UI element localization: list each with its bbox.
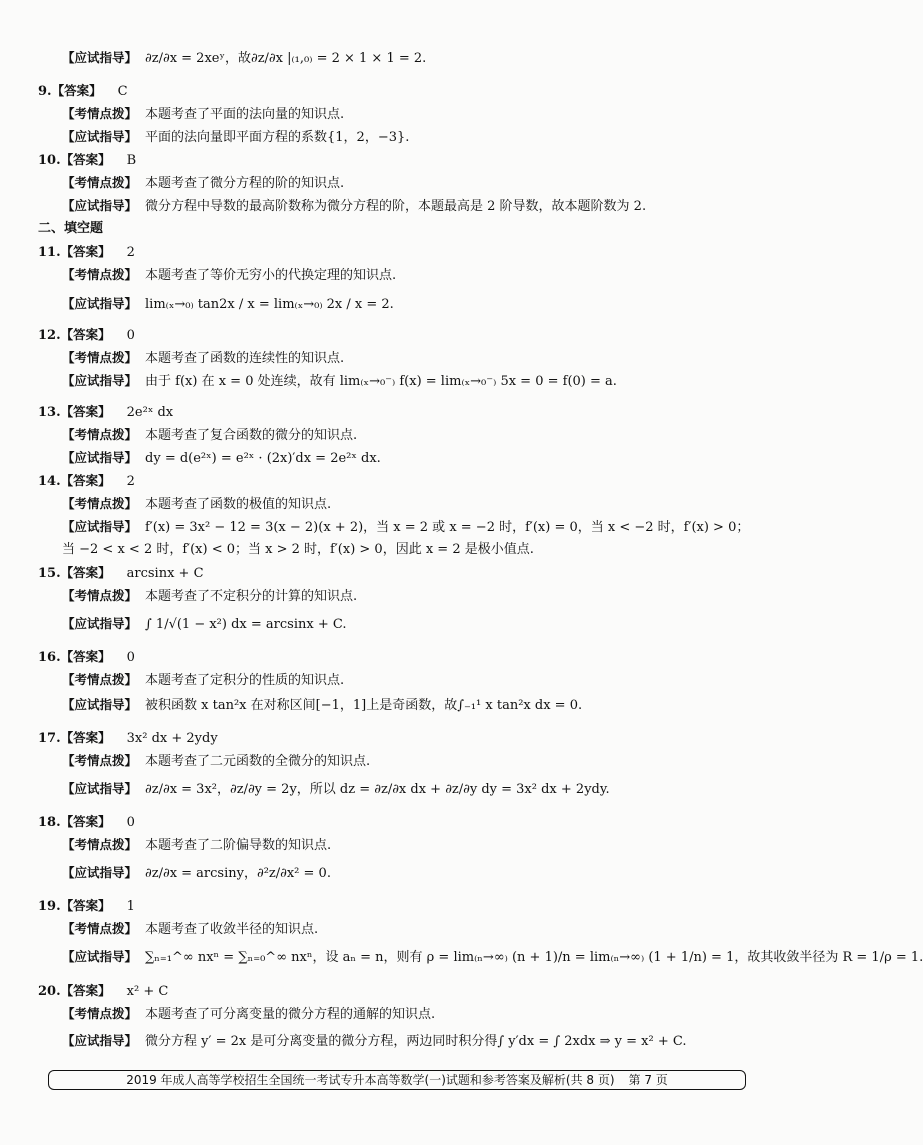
solution-guide-line — [62, 696, 582, 715]
section-title: 二、填空题 — [38, 221, 104, 236]
answer-value: 2 — [126, 245, 135, 260]
knowledge-point-line — [62, 495, 331, 514]
line-text: 本题考查了二元函数的全微分的知识点. — [145, 754, 371, 769]
line-text: ∂z/∂x = 2xeʸ，故∂z/∂x |₍₁,₀₎ = 2 × 1 × 1 = 2. — [145, 51, 427, 66]
line-text: 平面的法向量即平面方程的系数{1，2，−3}. — [145, 130, 410, 145]
knowledge-point-line — [62, 1005, 435, 1024]
line-text: 本题考查了复合函数的微分的知识点. — [145, 428, 358, 443]
footer-title: 2019 年成人高等学校招生全国统一考试专升本高等数学(一)试题和参考答案及解析(共 8 页) — [126, 1073, 615, 1087]
question-number: 11. — [38, 245, 61, 260]
question-number: 15. — [38, 566, 61, 581]
point-label: 【考情点拨】 — [62, 588, 138, 603]
answer-value: 0 — [126, 815, 135, 830]
answer-line — [38, 564, 204, 583]
answer-line — [38, 982, 168, 1001]
line-text: 当 −2 < x < 2 时，f′(x) < 0；当 x > 2 时，f′(x) > 0，因此 x = 2 是极小值点. — [62, 542, 534, 557]
answer-line — [38, 326, 135, 345]
point-label: 【考情点拨】 — [62, 1006, 138, 1021]
answer-line — [38, 243, 135, 262]
question-number: 14. — [38, 474, 61, 489]
question-number: 9. — [38, 84, 52, 99]
section-heading — [38, 220, 103, 238]
line-text: 本题考查了定积分的性质的知识点. — [145, 673, 345, 688]
answer-value: 3x² dx + 2ydy — [126, 731, 218, 746]
line-text: 微分方程中导数的最高阶数称为微分方程的阶，本题最高是 2 阶导数，故本题阶数为 2. — [145, 199, 647, 214]
answer-label: 【答案】 — [60, 730, 111, 745]
line-text: 微分方程 y′ = 2x 是可分离变量的微分方程，两边同时积分得∫ y′dx = ∫ 2xdx ⇒ y = x² + C. — [145, 1034, 687, 1049]
answer-line — [38, 897, 135, 916]
line-text: 本题考查了可分离变量的微分方程的通解的知识点. — [145, 1007, 436, 1022]
question-number: 17. — [38, 731, 61, 746]
guide-label: 【应试指导】 — [62, 450, 138, 465]
point-label: 【考情点拨】 — [62, 837, 138, 852]
solution-guide-line — [62, 295, 394, 314]
question-number: 12. — [38, 328, 61, 343]
guide-label: 【应试指导】 — [62, 1033, 138, 1048]
answer-value: x² + C — [126, 984, 169, 999]
point-label: 【考情点拨】 — [62, 672, 138, 687]
solution-guide-line — [62, 372, 617, 391]
continuation-line — [62, 541, 534, 559]
line-text: ∫ 1/√(1 − x²) dx = arcsinx + C. — [145, 617, 347, 632]
question-number: 10. — [38, 153, 61, 168]
line-text: 本题考查了函数的连续性的知识点. — [145, 351, 345, 366]
point-label: 【考情点拨】 — [62, 427, 138, 442]
solution-guide-line — [62, 197, 646, 216]
line-text: ∑ₙ₌₁^∞ nxⁿ = ∑ₙ₌₀^∞ nxⁿ，设 aₙ = n，则有 ρ = lim₍ₙ→∞₎ (n + 1)/n = lim₍ₙ→∞₎ (1 + 1/n) = 1，故其收敛半径为 R = 1/ρ = 1. — [145, 950, 923, 965]
solution-guide-line — [62, 615, 346, 634]
question-number: 18. — [38, 815, 61, 830]
guide-label: 【应试指导】 — [62, 781, 138, 796]
point-label: 【考情点拨】 — [62, 175, 138, 190]
line-text: 本题考查了平面的法向量的知识点. — [145, 107, 345, 122]
answer-value: 2 — [126, 474, 135, 489]
solution-guide-line — [62, 948, 923, 967]
knowledge-point-line — [62, 920, 318, 939]
answer-label: 【答案】 — [60, 649, 111, 664]
line-text: 本题考查了收敛半径的知识点. — [145, 922, 319, 937]
line-text: ∂z/∂x = arcsiny，∂²z/∂x² = 0. — [145, 866, 331, 881]
answer-value: 1 — [126, 899, 135, 914]
answer-value: 2e²ˣ dx — [126, 405, 174, 420]
line-text: 由于 f(x) 在 x = 0 处连续，故有 lim₍ₓ→₀⁻₎ f(x) = lim₍ₓ→₀⁻₎ 5x = 0 = f(0) = a. — [145, 374, 617, 389]
line-text: 本题考查了微分方程的阶的知识点. — [145, 176, 345, 191]
point-label: 【考情点拨】 — [62, 267, 138, 282]
point-label: 【考情点拨】 — [62, 350, 138, 365]
answer-line — [38, 151, 136, 170]
solution-guide-line — [62, 49, 426, 68]
answer-label: 【答案】 — [60, 814, 111, 829]
answer-line — [38, 472, 135, 491]
knowledge-point-line — [62, 836, 331, 855]
question-number: 16. — [38, 650, 61, 665]
solution-guide-line — [62, 128, 409, 147]
answer-line — [38, 729, 218, 748]
answer-value: B — [126, 153, 137, 168]
answer-line — [38, 648, 135, 667]
question-number: 20. — [38, 984, 61, 999]
answer-line — [38, 813, 135, 832]
guide-label: 【应试指导】 — [62, 616, 138, 631]
page-footer — [48, 1070, 746, 1090]
knowledge-point-line — [62, 105, 344, 124]
solution-guide-line — [62, 780, 610, 799]
guide-label: 【应试指导】 — [62, 129, 138, 144]
line-text: 本题考查了二阶偏导数的知识点. — [145, 838, 332, 853]
solution-guide-line — [62, 449, 381, 468]
footer-page-number: 第 7 页 — [628, 1073, 668, 1087]
answer-value: arcsinx + C — [126, 566, 204, 581]
line-text: 本题考查了函数的极值的知识点. — [145, 497, 332, 512]
line-text: 本题考查了不定积分的计算的知识点. — [145, 589, 358, 604]
guide-label: 【应试指导】 — [62, 949, 138, 964]
knowledge-point-line — [62, 426, 357, 445]
point-label: 【考情点拨】 — [62, 106, 138, 121]
solution-guide-line — [62, 518, 749, 537]
point-label: 【考情点拨】 — [62, 921, 138, 936]
answer-label: 【答案】 — [60, 473, 111, 488]
knowledge-point-line — [62, 174, 344, 193]
line-text: f′(x) = 3x² − 12 = 3(x − 2)(x + 2)，当 x = 2 或 x = −2 时，f′(x) = 0，当 x < −2 时，f′(x) > 0； — [145, 520, 750, 535]
solution-guide-line — [62, 1032, 686, 1051]
line-text: 本题考查了等价无穷小的代换定理的知识点. — [145, 268, 397, 283]
knowledge-point-line — [62, 752, 370, 771]
answer-line — [38, 403, 173, 422]
point-label: 【考情点拨】 — [62, 496, 138, 511]
guide-label: 【应试指导】 — [62, 50, 138, 65]
answer-label: 【答案】 — [60, 983, 111, 998]
answer-label: 【答案】 — [60, 244, 111, 259]
answer-label: 【答案】 — [60, 898, 111, 913]
line-text: lim₍ₓ→₀₎ tan2x / x = lim₍ₓ→₀₎ 2x / x = 2. — [145, 297, 394, 312]
answer-label: 【答案】 — [60, 152, 111, 167]
knowledge-point-line — [62, 266, 396, 285]
line-text: dy = d(e²ˣ) = e²ˣ · (2x)′dx = 2e²ˣ dx. — [145, 451, 381, 466]
answer-value: 0 — [126, 328, 135, 343]
guide-label: 【应试指导】 — [62, 373, 138, 388]
knowledge-point-line — [62, 587, 357, 606]
point-label: 【考情点拨】 — [62, 753, 138, 768]
line-text: ∂z/∂x = 3x²，∂z/∂y = 2y，所以 dz = ∂z/∂x dx + ∂z/∂y dy = 3x² dx + 2ydy. — [145, 782, 610, 797]
answer-label: 【答案】 — [60, 565, 111, 580]
question-number: 13. — [38, 405, 61, 420]
guide-label: 【应试指导】 — [62, 865, 138, 880]
line-text: 被积函数 x tan²x 在对称区间[−1，1]上是奇函数，故∫₋₁¹ x tan²x dx = 0. — [145, 698, 583, 713]
answer-label: 【答案】 — [51, 83, 102, 98]
knowledge-point-line — [62, 349, 344, 368]
answer-line — [38, 82, 128, 101]
answer-value: C — [117, 84, 128, 99]
answer-label: 【答案】 — [60, 327, 111, 342]
guide-label: 【应试指导】 — [62, 198, 138, 213]
question-number: 19. — [38, 899, 61, 914]
guide-label: 【应试指导】 — [62, 519, 138, 534]
solution-guide-line — [62, 864, 331, 883]
answer-value: 0 — [126, 650, 135, 665]
answer-label: 【答案】 — [60, 404, 111, 419]
knowledge-point-line — [62, 671, 344, 690]
guide-label: 【应试指导】 — [62, 697, 138, 712]
guide-label: 【应试指导】 — [62, 296, 138, 311]
